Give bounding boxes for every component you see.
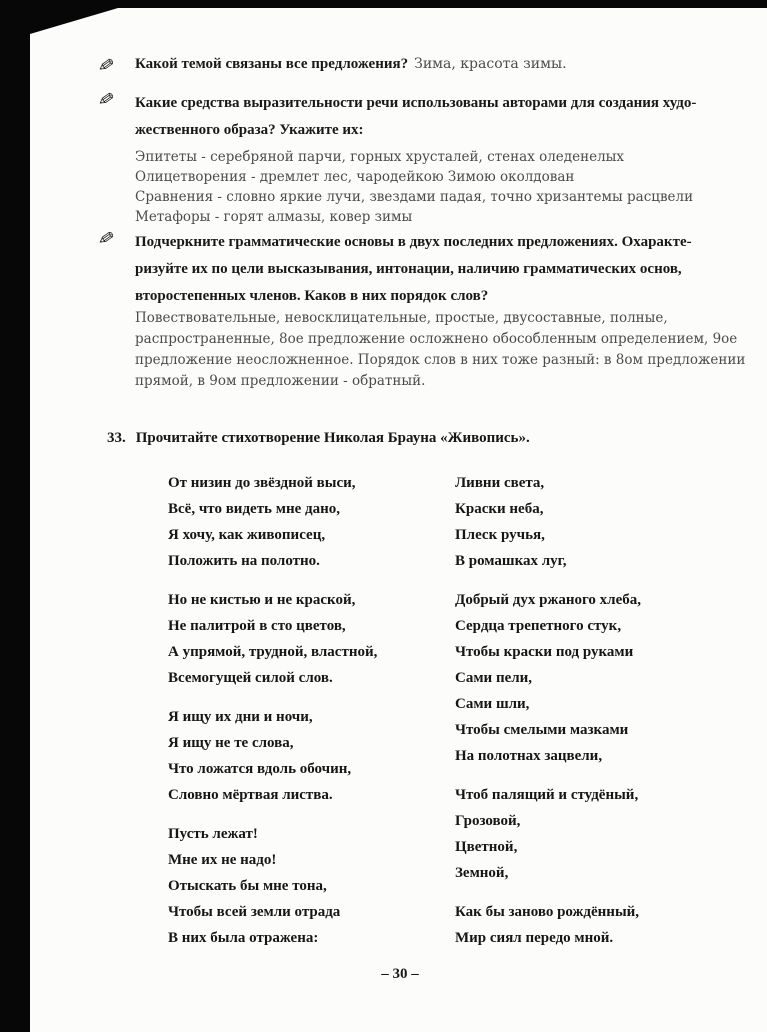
device-line-epithets: Эпитеты - серебряной парчи, горных хрусталей, стенах оледенелых bbox=[135, 149, 625, 165]
poem-line: Мне их не надо! bbox=[168, 852, 277, 868]
scan-edge-left bbox=[0, 0, 30, 1032]
poem-line: Не палитрой в сто цветов, bbox=[168, 618, 346, 634]
question-1-text: Какой темой связаны все предложения? bbox=[135, 56, 409, 72]
exercise-number: 33. bbox=[107, 430, 126, 446]
poem-line: Грозовой, bbox=[455, 813, 521, 829]
analysis-line: Повествовательные, невосклицательные, простые, двусоставные, полные, bbox=[135, 310, 668, 326]
poem-stanza bbox=[455, 899, 641, 951]
poem-line: Ливни света, bbox=[455, 475, 545, 491]
poem-line: На полотнах зацвели, bbox=[455, 748, 603, 764]
poem-stanza bbox=[168, 470, 377, 574]
poem-line: Сами пели, bbox=[455, 670, 533, 686]
poem-line: Мир сиял передо мной. bbox=[455, 930, 614, 946]
poem-line: Сами шли, bbox=[455, 696, 530, 712]
device-line-metaphors: Метафоры - горят алмазы, ковер зимы bbox=[135, 209, 413, 225]
poem-line: Плеск ручья, bbox=[455, 527, 545, 543]
poem-line: От низин до звёздной выси, bbox=[168, 475, 356, 491]
question-1-answer: Зима, красота зимы. bbox=[414, 56, 567, 72]
poem-stanza bbox=[168, 587, 377, 691]
poem-line: Краски неба, bbox=[455, 501, 544, 517]
poem-stanza bbox=[455, 782, 641, 886]
poem-line: Я ищу не те слова, bbox=[168, 735, 294, 751]
question-3-line: второстепенных членов. Каков в них порядок слов? bbox=[135, 288, 489, 304]
question-1 bbox=[96, 54, 567, 79]
poem-line: Чтоб палящий и студёный, bbox=[455, 787, 639, 803]
poem-line: Я ищу их дни и ночи, bbox=[168, 709, 313, 725]
poem-stanza bbox=[168, 704, 377, 808]
poem-stanza bbox=[455, 470, 641, 574]
question-3-line: ризуйте их по цели высказывания, интонации, наличию грамматических основ, bbox=[135, 261, 682, 277]
analysis-line: распространенные, 8ое предложение осложнено обособленным определением, 9ое bbox=[135, 331, 738, 347]
exercise-title: Прочитайте стихотворение Николая Брауна «Живопись». bbox=[135, 430, 530, 446]
poem-line: Чтобы всей земли отрада bbox=[168, 904, 341, 920]
poem-stanza bbox=[168, 821, 377, 951]
poem-line: Всемогущей силой слов. bbox=[168, 670, 333, 686]
poem-column-right bbox=[455, 470, 641, 964]
poem-line: В ромашках луг, bbox=[455, 553, 567, 569]
question-2 bbox=[96, 88, 697, 144]
poem-column-left bbox=[168, 470, 377, 964]
scan-edge-corner bbox=[30, 8, 118, 34]
poem-line: Отыскать бы мне тона, bbox=[168, 878, 327, 894]
device-line-similes: Сравнения - словно яркие лучи, звездами падая, точно хризантемы расцвели bbox=[135, 189, 694, 205]
poem-line: Земной, bbox=[455, 865, 509, 881]
poem-line: Словно мёртвая листва. bbox=[168, 787, 333, 803]
poem-line: Положить на полотно. bbox=[168, 553, 320, 569]
poem-line: В них была отражена: bbox=[168, 930, 319, 946]
poem-line: Чтобы краски под руками bbox=[455, 644, 634, 660]
device-line-personification: Олицетворения - дремлет лес, чародейкою Зимою околдован bbox=[135, 169, 575, 185]
pencil-icon: ✎ bbox=[96, 88, 116, 113]
poem-stanza bbox=[455, 587, 641, 769]
poem-line: Цветной, bbox=[455, 839, 518, 855]
poem-line: Я хочу, как живописец, bbox=[168, 527, 326, 543]
question-3-line: Подчеркните грамматические основы в двух последних предложениях. Охаракте- bbox=[135, 234, 692, 250]
poem-line: Что ложатся вдоль обочин, bbox=[168, 761, 352, 777]
answer-analysis bbox=[135, 308, 745, 392]
analysis-line: прямой, в 9ом предложении - обратный. bbox=[135, 373, 426, 389]
poem-line: Пусть лежат! bbox=[168, 826, 258, 842]
analysis-line: предложение неосложненное. Порядок слов в них тоже разный: в 8ом предложении bbox=[135, 352, 746, 368]
question-2-line: Какие средства выразительности речи использованы авторами для создания худо- bbox=[135, 95, 697, 111]
question-2-line: жественного образа? Укажите их: bbox=[135, 122, 364, 138]
scan-edge-top bbox=[0, 0, 767, 8]
poem-line: Сердца трепетного стук, bbox=[455, 618, 622, 634]
poem-line: Как бы заново рождённый, bbox=[455, 904, 640, 920]
pencil-icon: ✎ bbox=[96, 227, 116, 252]
exercise-heading bbox=[107, 430, 530, 447]
poem-line: Всё, что видеть мне дано, bbox=[168, 501, 340, 517]
poem-line: Чтобы смелыми мазками bbox=[455, 722, 629, 738]
page-number: – 30 – bbox=[381, 966, 419, 982]
poem-line: Но не кистью и не краской, bbox=[168, 592, 356, 608]
question-3 bbox=[96, 227, 692, 310]
poem-line: А упрямой, трудной, властной, bbox=[168, 644, 378, 660]
pencil-icon: ✎ bbox=[96, 54, 116, 79]
answer-devices bbox=[135, 147, 693, 227]
poem-line: Добрый дух ржаного хлеба, bbox=[455, 592, 641, 608]
